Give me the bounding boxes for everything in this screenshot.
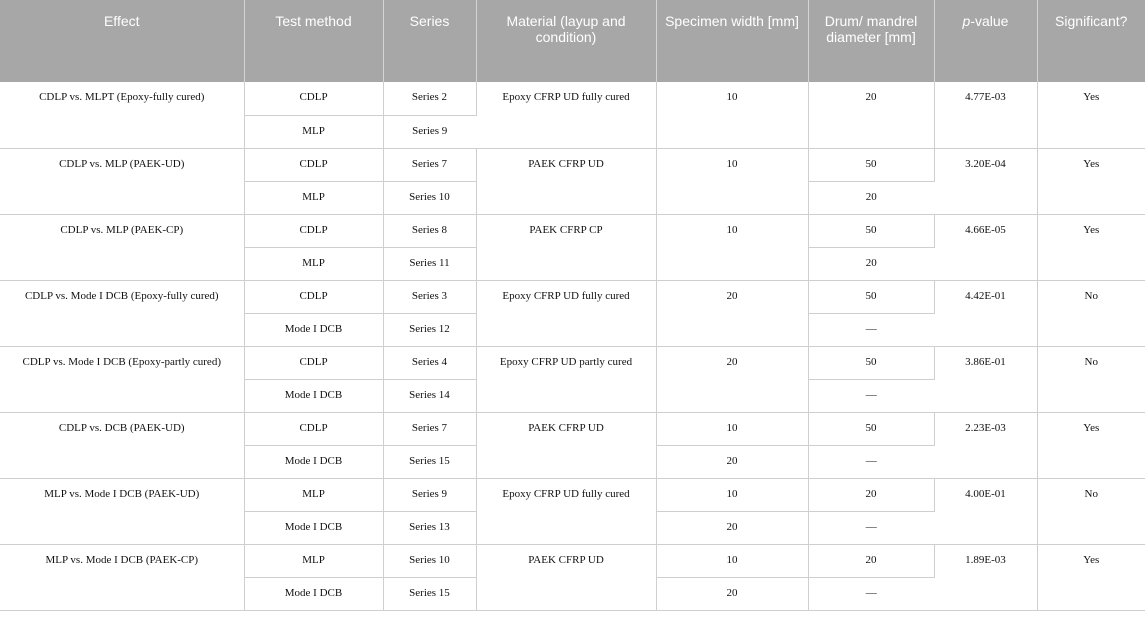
test-method-cell: Mode I DCB	[244, 577, 383, 610]
series-cell: Series 10	[383, 181, 476, 214]
p-value-cell: 4.66E-05	[934, 214, 1037, 280]
significant-cell: No	[1037, 280, 1145, 346]
test-method-cell: CDLP	[244, 82, 383, 115]
p-value-cell: 4.77E-03	[934, 82, 1037, 148]
series-cell: Series 9	[383, 115, 476, 148]
diameter-cell: —	[808, 577, 934, 610]
p-value-cell: 1.89E-03	[934, 544, 1037, 610]
table-row	[0, 148, 1145, 181]
specimen-width-cell: 10	[656, 82, 808, 148]
specimen-width-cell: 10	[656, 148, 808, 214]
test-method-cell: CDLP	[244, 148, 383, 181]
p-value-cell: 3.86E-01	[934, 346, 1037, 412]
material-cell: Epoxy CFRP UD fully cured	[476, 82, 656, 148]
specimen-width-cell: 20	[656, 445, 808, 478]
test-method-cell: CDLP	[244, 214, 383, 247]
diameter-cell: 50	[808, 280, 934, 313]
effect-cell: MLP vs. Mode I DCB (PAEK-CP)	[0, 544, 244, 610]
specimen-width-cell: 20	[656, 346, 808, 412]
diameter-cell: —	[808, 313, 934, 346]
specimen-width-cell: 20	[656, 280, 808, 346]
p-value-cell: 3.20E-04	[934, 148, 1037, 214]
header-row	[0, 0, 1145, 82]
series-cell: Series 15	[383, 577, 476, 610]
test-method-cell: MLP	[244, 115, 383, 148]
table-row	[0, 544, 1145, 577]
series-cell: Series 13	[383, 511, 476, 544]
specimen-width-cell: 20	[656, 511, 808, 544]
p-value-cell: 2.23E-03	[934, 412, 1037, 478]
series-cell: Series 15	[383, 445, 476, 478]
header-specimen-width: Specimen width [mm]	[656, 0, 808, 82]
diameter-cell: —	[808, 379, 934, 412]
series-cell: Series 9	[383, 478, 476, 511]
table-row	[0, 214, 1145, 247]
material-cell: Epoxy CFRP UD partly cured	[476, 346, 656, 412]
specimen-width-cell: 20	[656, 577, 808, 610]
table-row	[0, 280, 1145, 313]
material-cell: PAEK CFRP UD	[476, 544, 656, 610]
series-cell: Series 7	[383, 148, 476, 181]
material-cell: PAEK CFRP CP	[476, 214, 656, 280]
series-cell: Series 7	[383, 412, 476, 445]
effect-cell: CDLP vs. MLP (PAEK-UD)	[0, 148, 244, 214]
series-cell: Series 2	[383, 82, 476, 115]
test-method-cell: CDLP	[244, 412, 383, 445]
series-cell: Series 10	[383, 544, 476, 577]
effect-cell: CDLP vs. Mode I DCB (Epoxy-partly cured)	[0, 346, 244, 412]
table-row	[0, 346, 1145, 379]
header-p-rest: -value	[970, 13, 1009, 29]
significant-cell: No	[1037, 346, 1145, 412]
header-p-italic: p	[962, 13, 971, 29]
significant-cell: Yes	[1037, 82, 1145, 148]
series-cell: Series 3	[383, 280, 476, 313]
table-row	[0, 478, 1145, 511]
test-method-cell: Mode I DCB	[244, 511, 383, 544]
series-cell: Series 12	[383, 313, 476, 346]
table-row	[0, 82, 1145, 115]
series-cell: Series 14	[383, 379, 476, 412]
header-p-value	[934, 0, 1037, 82]
significant-cell: Yes	[1037, 412, 1145, 478]
series-cell: Series 11	[383, 247, 476, 280]
diameter-cell: 50	[808, 346, 934, 379]
diameter-cell: 50	[808, 412, 934, 445]
header-series: Series	[383, 0, 476, 82]
effect-cell: CDLP vs. MLP (PAEK-CP)	[0, 214, 244, 280]
test-method-cell: CDLP	[244, 346, 383, 379]
test-method-cell: MLP	[244, 544, 383, 577]
specimen-width-cell: 10	[656, 478, 808, 511]
diameter-cell: 20	[808, 82, 934, 148]
p-value-cell: 4.42E-01	[934, 280, 1037, 346]
p-value-cell: 4.00E-01	[934, 478, 1037, 544]
header-material: Material (layup and condition)	[476, 0, 656, 82]
test-method-cell: CDLP	[244, 280, 383, 313]
specimen-width-cell: 10	[656, 214, 808, 280]
significant-cell: Yes	[1037, 214, 1145, 280]
material-cell: Epoxy CFRP UD fully cured	[476, 280, 656, 346]
test-method-cell: MLP	[244, 478, 383, 511]
test-method-cell: Mode I DCB	[244, 445, 383, 478]
effect-cell: MLP vs. Mode I DCB (PAEK-UD)	[0, 478, 244, 544]
series-cell: Series 8	[383, 214, 476, 247]
diameter-cell: 20	[808, 181, 934, 214]
significant-cell: Yes	[1037, 544, 1145, 610]
header-significant: Significant?	[1037, 0, 1145, 82]
diameter-cell: 20	[808, 478, 934, 511]
header-test-method: Test method	[244, 0, 383, 82]
diameter-cell: —	[808, 445, 934, 478]
effect-cell: CDLP vs. MLPT (Epoxy-fully cured)	[0, 82, 244, 148]
material-cell: PAEK CFRP UD	[476, 148, 656, 214]
diameter-cell: 20	[808, 247, 934, 280]
specimen-width-cell: 10	[656, 412, 808, 445]
effect-cell: CDLP vs. Mode I DCB (Epoxy-fully cured)	[0, 280, 244, 346]
test-method-cell: MLP	[244, 247, 383, 280]
material-cell: PAEK CFRP UD	[476, 412, 656, 478]
effect-cell: CDLP vs. DCB (PAEK-UD)	[0, 412, 244, 478]
series-cell: Series 4	[383, 346, 476, 379]
significant-cell: No	[1037, 478, 1145, 544]
specimen-width-cell: 10	[656, 544, 808, 577]
significant-cell: Yes	[1037, 148, 1145, 214]
test-method-cell: MLP	[244, 181, 383, 214]
test-method-cell: Mode I DCB	[244, 313, 383, 346]
diameter-cell: 50	[808, 148, 934, 181]
table-row	[0, 412, 1145, 445]
diameter-cell: —	[808, 511, 934, 544]
diameter-cell: 20	[808, 544, 934, 577]
header-effect: Effect	[0, 0, 244, 82]
diameter-cell: 50	[808, 214, 934, 247]
material-cell: Epoxy CFRP UD fully cured	[476, 478, 656, 544]
test-method-cell: Mode I DCB	[244, 379, 383, 412]
header-diameter: Drum/ mandrel diameter [mm]	[808, 0, 934, 82]
